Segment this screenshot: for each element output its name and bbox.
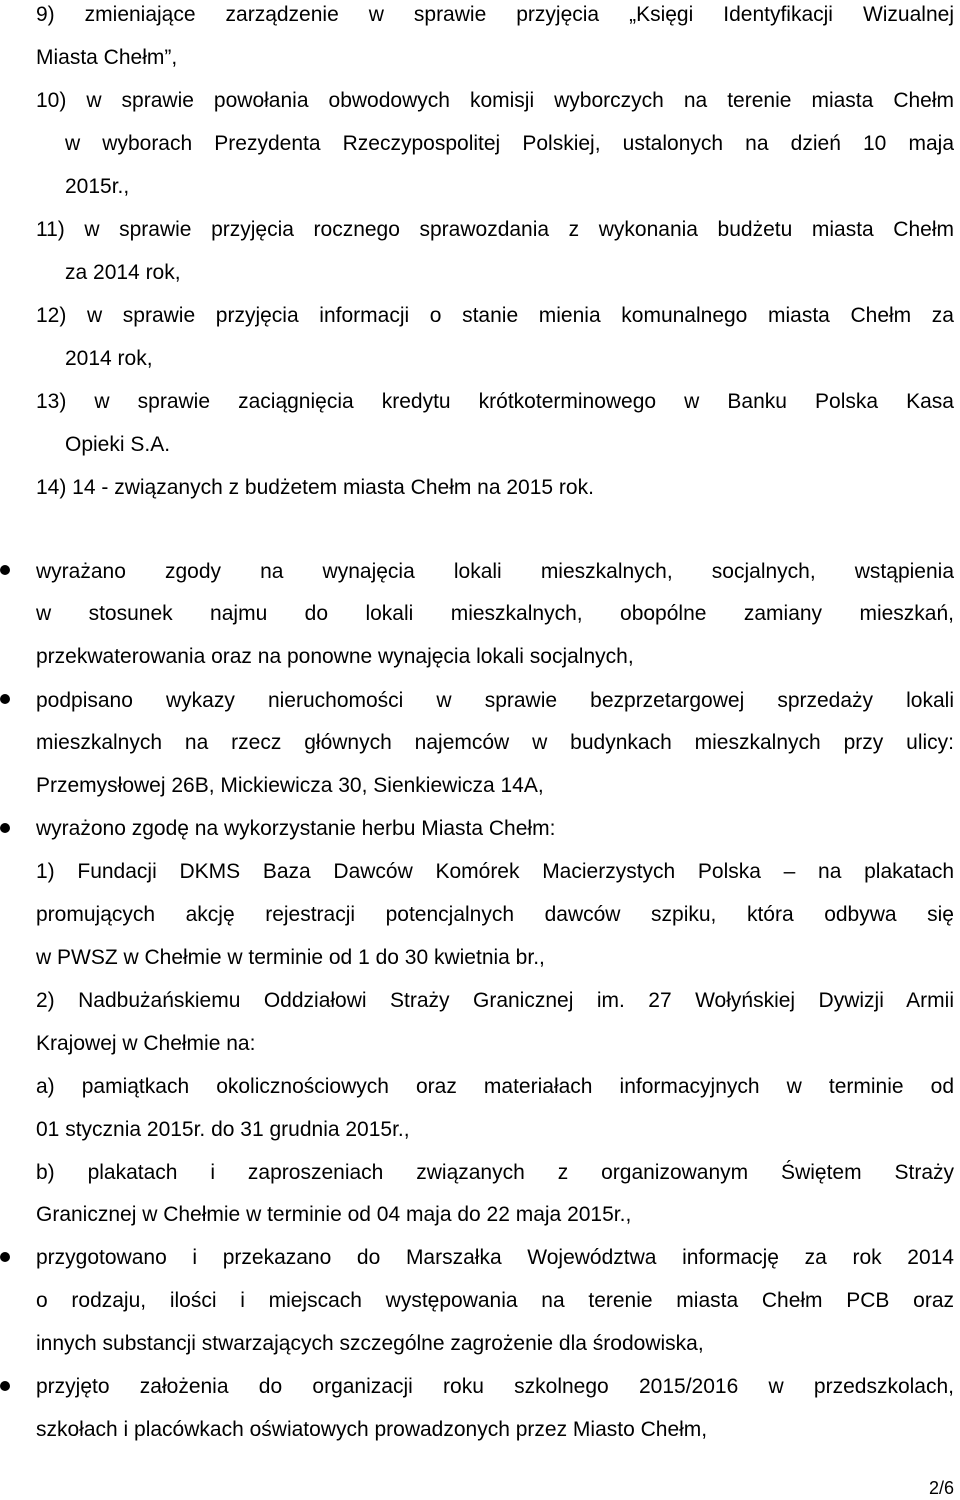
bullet-2-line-3: Przemysłowej 26B, Mickiewicza 30, Sienkiewicza 14A,	[36, 774, 544, 797]
item-13-line-2: Opieki S.A.	[65, 433, 171, 456]
item-9-line-1: 9) zmieniające zarządzenie w sprawie przyjęcia „Księgi Identyfikacji Wizualnej	[36, 3, 954, 26]
bullet-4-line-3: innych substancji stwarzających szczególne zagrożenie dla środowiska,	[36, 1332, 704, 1355]
bullet-3-line-8: 01 stycznia 2015r. do 31 grudnia 2015r.,	[36, 1118, 410, 1141]
item-12-line-2: 2014 rok,	[65, 347, 153, 370]
bullet-1-line-1: wyrażano zgody na wynajęcia lokali mieszkalnych, socjalnych, wstąpienia	[36, 560, 954, 583]
item-14-line-1: 14) 14 - związanych z budżetem miasta Chełm na 2015 rok.	[36, 476, 594, 499]
bullet-3-line-3: promujących akcję rejestracji potencjalnych dawców szpiku, która odbywa się	[36, 903, 954, 926]
item-9-line-2: Miasta Chełm”,	[36, 46, 178, 69]
bullet-1-line-3: przekwaterowania oraz na ponowne wynajęcia lokali socjalnych,	[36, 645, 634, 668]
bullet-3-line-1: wyrażono zgodę na wykorzystanie herbu Miasta Chełm:	[36, 817, 556, 840]
item-13-line-1: 13) w sprawie zaciągnięcia kredytu krótkoterminowego w Banku Polska Kasa	[36, 390, 954, 413]
bullet-3-line-6: Krajowej w Chełmie na:	[36, 1032, 256, 1055]
bullet-dot	[0, 1252, 10, 1262]
page-number: 2/6	[928, 1478, 954, 1498]
bullet-3-line-4: w PWSZ w Chełmie w terminie od 1 do 30 kwietnia br.,	[36, 946, 545, 969]
bullet-3-line-10: Granicznej w Chełmie w terminie od 04 maja do 22 maja 2015r.,	[36, 1203, 632, 1226]
bullet-3-line-2: 1) Fundacji DKMS Baza Dawców Komórek Macierzystych Polska – na plakatach	[36, 860, 954, 883]
bullet-dot	[0, 823, 10, 833]
bullet-2-line-2: mieszkalnych na rzecz głównych najemców w budynkach mieszkalnych przy ulicy:	[36, 731, 954, 754]
bullet-3-line-9: b) plakatach i zaproszeniach związanych z organizowanym Świętem Straży	[36, 1161, 954, 1184]
bullet-5-line-2: szkołach i placówkach oświatowych prowadzonych przez Miasto Chełm,	[36, 1418, 708, 1441]
item-11-line-1: 11) w sprawie przyjęcia rocznego sprawozdania z wykonania budżetu miasta Chełm	[36, 218, 954, 241]
item-10-line-1: 10) w sprawie powołania obwodowych komisji wyborczych na terenie miasta Chełm	[36, 89, 954, 112]
item-12-line-1: 12) w sprawie przyjęcia informacji o stanie mienia komunalnego miasta Chełm za	[36, 304, 954, 327]
bullet-2-line-1: podpisano wykazy nieruchomości w sprawie bezprzetargowej sprzedaży lokali	[36, 689, 954, 712]
bullet-dot	[0, 1381, 10, 1391]
bullet-4-line-1: przygotowano i przekazano do Marszałka Województwa informację za rok 2014	[36, 1246, 954, 1269]
item-10-line-3: 2015r.,	[65, 175, 130, 198]
bullet-3-line-5: 2) Nadbużańskiemu Oddziałowi Straży Granicznej im. 27 Wołyńskiej Dywizji Armii	[36, 989, 954, 1012]
bullet-4-line-2: o rodzaju, ilości i miejscach występowania na terenie miasta Chełm PCB oraz	[36, 1289, 954, 1312]
bullet-3-line-7: a) pamiątkach okolicznościowych oraz materiałach informacyjnych w terminie od	[36, 1075, 954, 1098]
bullet-5-line-1: przyjęto założenia do organizacji roku szkolnego 2015/2016 w przedszkolach,	[36, 1375, 954, 1398]
bullet-dot	[0, 694, 10, 704]
item-11-line-2: za 2014 rok,	[65, 261, 181, 284]
bullet-dot	[0, 565, 10, 575]
bullet-1-line-2: w stosunek najmu do lokali mieszkalnych, obopólne zamiany mieszkań,	[36, 602, 954, 625]
item-10-line-2: w wyborach Prezydenta Rzeczypospolitej Polskiej, ustalonych na dzień 10 maja	[65, 132, 954, 155]
